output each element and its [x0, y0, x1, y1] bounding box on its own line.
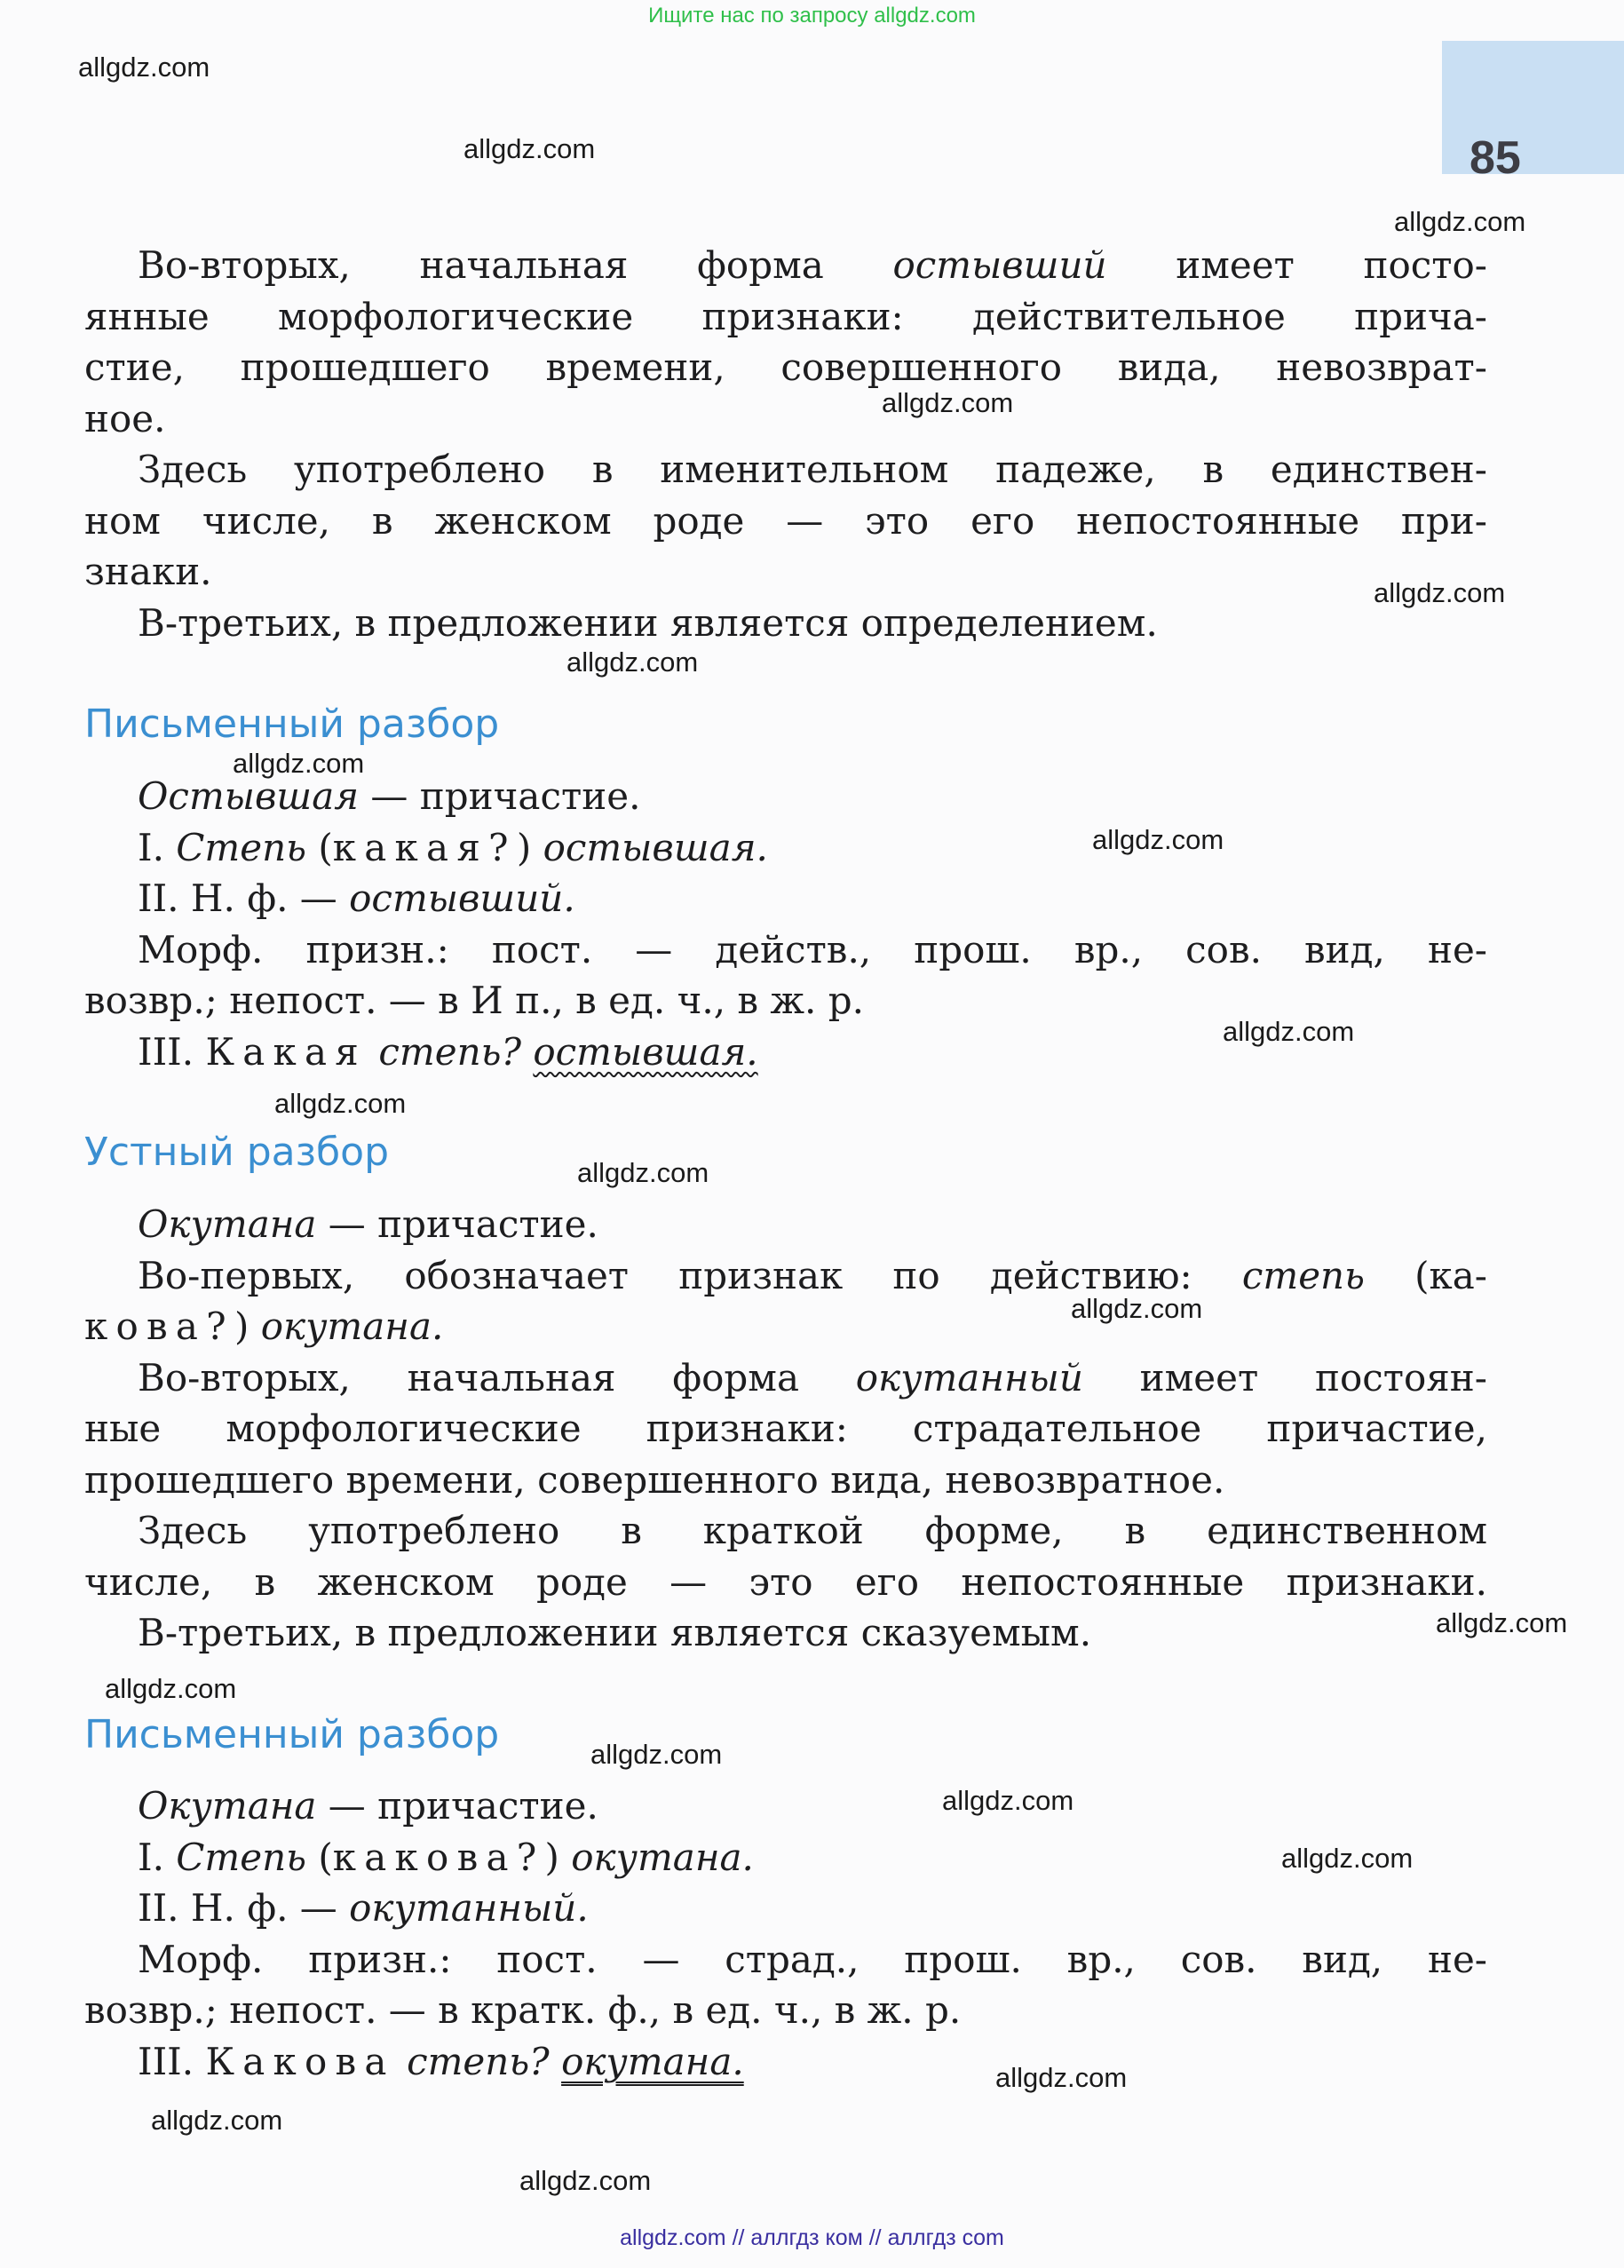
text-line: II. Н. ф. — окутанный. — [138, 1886, 589, 1930]
watermark: allgdz.com — [882, 387, 1014, 418]
watermark: allgdz.com — [1092, 824, 1224, 855]
text-line: Во-первых, обозначает признак по действию: степь (ка- — [138, 1253, 1487, 1297]
text-line: Здесь употреблено в именительном падеже, в единствен- — [138, 448, 1487, 491]
section-heading: Устный разбор — [84, 1130, 389, 1175]
text-line: возвр.; непост. — в И п., в ед. ч., в ж. р. — [84, 979, 864, 1022]
text-line: числе, в женском роде — это его непостоянные признаки. — [84, 1559, 1487, 1604]
oral-analysis — [84, 1199, 1487, 1659]
text-line: янные морфологические признаки: действительное прича- — [84, 294, 1487, 338]
text-line: ное. — [84, 396, 166, 440]
watermark: allgdz.com — [151, 2105, 283, 2136]
text-line: III. Какая степь? остывшая. — [138, 1029, 758, 1074]
watermark: allgdz.com — [1436, 1607, 1568, 1638]
text-line: кова?) окутана. — [84, 1304, 444, 1348]
section-heading: Письменный разбор — [84, 702, 500, 747]
watermark: allgdz.com — [78, 52, 210, 83]
page-number: 85 — [1470, 132, 1521, 184]
text-line: знаки. — [84, 550, 212, 593]
watermark: allgdz.com — [1394, 206, 1526, 237]
text-line: Морф. призн.: пост. — действ., прош. вр., сов. вид, не- — [138, 927, 1487, 971]
watermark: allgdz.com — [995, 2062, 1128, 2093]
watermark: allgdz.com — [590, 1739, 723, 1770]
text-line: Морф. призн.: пост. — страд., прош. вр., сов. вид, не- — [138, 1937, 1487, 1981]
text-line: Здесь употреблено в краткой форме, в единственном — [138, 1509, 1487, 1552]
text-line: Остывшая — причастие. — [138, 774, 641, 818]
watermark: allgdz.com — [1374, 577, 1506, 608]
text-line: В-третьих, в предложении является определением. — [138, 600, 1158, 645]
watermark: allgdz.com — [566, 646, 699, 678]
watermark: allgdz.com — [274, 1088, 407, 1119]
watermark: allgdz.com — [577, 1157, 709, 1188]
text-line: прошедшего времени, совершенного вида, невозвратное. — [84, 1457, 1225, 1502]
section-heading: Письменный разбор — [84, 1712, 500, 1757]
watermark: allgdz.com — [1223, 1016, 1355, 1047]
text-line: I. Степь (какова?) окутана. — [138, 1835, 754, 1879]
text-line: I. Степь (какая?) остывшая. — [138, 825, 768, 869]
watermark: allgdz.com — [105, 1673, 237, 1704]
top-banner: Ищите нас по запросу allgdz.com — [648, 4, 976, 28]
text-line: Окутана — причастие. — [138, 1784, 598, 1828]
watermark: allgdz.com — [463, 133, 596, 164]
watermark: allgdz.com — [1281, 1843, 1414, 1874]
text-line: возвр.; непост. — в кратк. ф., в ед. ч., в ж. р. — [84, 1988, 962, 2032]
footer-links: allgdz.com // аллгдз ком // аллгдз com — [620, 2225, 1004, 2250]
text-line: Окутана — причастие. — [138, 1202, 598, 1246]
paragraph-block-1 — [84, 240, 1487, 648]
text-line: Во-вторых, начальная форма остывший имеет посто- — [138, 243, 1487, 287]
text-line: III. Какова степь? окутана. — [138, 2039, 744, 2083]
watermark: allgdz.com — [233, 748, 365, 779]
text-line: В-третьих, в предложении является сказуемым. — [138, 1611, 1092, 1654]
watermark: allgdz.com — [519, 2165, 652, 2196]
text-line: ные морфологические признаки: страдательное причастие, — [84, 1407, 1487, 1450]
written-analysis-2 — [84, 1780, 1487, 2087]
text-line: II. Н. ф. — остывший. — [138, 876, 575, 920]
text-line: Во-вторых, начальная форма окутанный имеет постоян- — [138, 1355, 1487, 1400]
text-line: стие, прошедшего времени, совершенного вида, невозврат- — [84, 345, 1487, 389]
watermark: allgdz.com — [942, 1785, 1074, 1816]
text-line: ном числе, в женском роде — это его непостоянные при- — [84, 498, 1487, 543]
watermark: allgdz.com — [1071, 1293, 1203, 1324]
